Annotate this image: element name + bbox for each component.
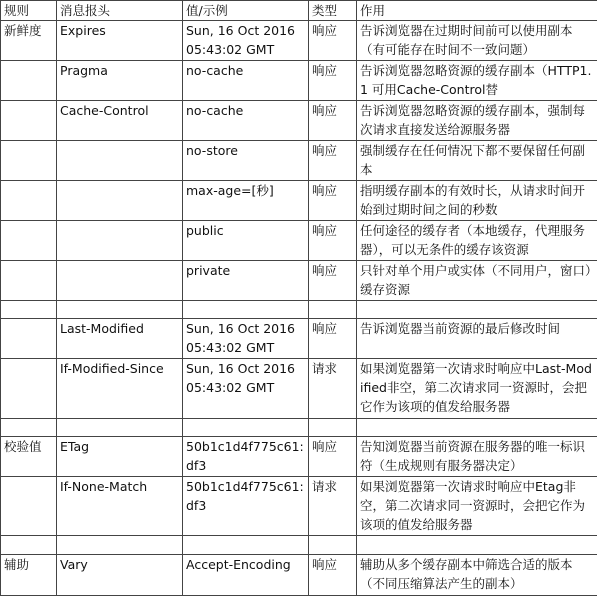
cell-use: 告知浏览器当前资源在服务器的唯一标识符（生成规则有服务器决定） <box>357 437 597 477</box>
cell-header: If-None-Match <box>57 477 183 536</box>
cell-rule <box>1 477 57 536</box>
cell-use: 辅助从多个缓存副本中筛选合适的版本（不同压缩算法产生的副本） <box>357 554 597 595</box>
cell-rule <box>1 60 57 100</box>
table-row <box>1 319 597 359</box>
cell-value: private <box>183 260 309 300</box>
table-row <box>1 21 597 61</box>
cell-value: no-store <box>183 140 309 180</box>
column-header-value: 值/示例 <box>183 1 309 21</box>
spacer-cell <box>357 418 597 436</box>
table-header-row <box>1 1 597 21</box>
cell-type: 响应 <box>309 180 357 220</box>
cell-rule: 校验值 <box>1 437 57 477</box>
cell-use: 任何途径的缓存者（本地缓存，代理服务器），可以无条件的缓存该资源 <box>357 220 597 260</box>
cell-use: 只针对单个用户或实体（不同用户，窗口）缓存资源 <box>357 260 597 300</box>
cell-value: no-cache <box>183 100 309 140</box>
table-row <box>1 180 597 220</box>
cell-use: 告诉浏览器忽略资源的缓存副本（HTTP1.1 可用Cache-Control替 <box>357 60 597 100</box>
table-row <box>1 100 597 140</box>
cell-header: Expires <box>57 21 183 61</box>
cell-header: Cache-Control <box>57 100 183 140</box>
cell-type: 响应 <box>309 220 357 260</box>
cell-value: Sun, 16 Oct 2016 05:43:02 GMT <box>183 21 309 61</box>
cell-type: 响应 <box>309 60 357 100</box>
cell-rule <box>1 220 57 260</box>
table-row <box>1 554 597 595</box>
cell-header: If-Modified-Since <box>57 359 183 418</box>
spacer-cell <box>183 418 309 436</box>
cell-rule <box>1 140 57 180</box>
column-header-message-header: 消息报头 <box>57 1 183 21</box>
spacer-cell <box>183 536 309 554</box>
spacer-cell <box>1 300 57 318</box>
cell-value: 50b1c1d4f775c61:df3 <box>183 437 309 477</box>
spacer-cell <box>357 300 597 318</box>
cell-type: 响应 <box>309 140 357 180</box>
cell-value: max-age=[秒] <box>183 180 309 220</box>
table-row <box>1 359 597 418</box>
cell-header <box>57 140 183 180</box>
spacer-cell <box>57 418 183 436</box>
cell-rule <box>1 319 57 359</box>
cell-value: no-cache <box>183 60 309 100</box>
cell-header: Vary <box>57 554 183 595</box>
cell-type: 请求 <box>309 359 357 418</box>
table-row <box>1 260 597 300</box>
cell-type: 响应 <box>309 260 357 300</box>
cell-header <box>57 220 183 260</box>
cell-type: 响应 <box>309 437 357 477</box>
cell-value: public <box>183 220 309 260</box>
cell-value: 50b1c1d4f775c61:df3 <box>183 477 309 536</box>
cell-rule <box>1 180 57 220</box>
cell-header <box>57 180 183 220</box>
cell-type: 响应 <box>309 319 357 359</box>
cell-rule: 新鲜度 <box>1 21 57 61</box>
spacer-cell <box>309 300 357 318</box>
spacer-cell <box>357 536 597 554</box>
column-header-rule: 规则 <box>1 1 57 21</box>
cell-use: 告诉浏览器当前资源的最后修改时间 <box>357 319 597 359</box>
cell-use: 如果浏览器第一次请求时响应中Etag非空，第二次请求同一资源时，会把它作为该项的值发给服务器 <box>357 477 597 536</box>
cell-value: Accept-Encoding <box>183 554 309 595</box>
cell-type: 响应 <box>309 554 357 595</box>
spacer-row <box>1 418 597 436</box>
spacer-cell <box>183 300 309 318</box>
spacer-cell <box>1 536 57 554</box>
cell-rule: 辅助 <box>1 554 57 595</box>
spacer-cell <box>1 418 57 436</box>
cell-rule <box>1 100 57 140</box>
cell-use: 如果浏览器第一次请求时响应中Last-Modified非空，第二次请求同一资源时，会把它作为该项的值发给服务器 <box>357 359 597 418</box>
table-row <box>1 437 597 477</box>
table-row <box>1 220 597 260</box>
spacer-cell <box>309 418 357 436</box>
cell-header <box>57 260 183 300</box>
cell-value: Sun, 16 Oct 2016 05:43:02 GMT <box>183 319 309 359</box>
cell-header: Last-Modified <box>57 319 183 359</box>
cell-type: 响应 <box>309 21 357 61</box>
spacer-cell <box>57 300 183 318</box>
spacer-row <box>1 300 597 318</box>
column-header-use: 作用 <box>357 1 597 21</box>
cell-use: 告诉浏览器忽略资源的缓存副本，强制每次请求直接发送给源服务器 <box>357 100 597 140</box>
cell-rule <box>1 359 57 418</box>
spacer-cell <box>309 536 357 554</box>
table-row <box>1 477 597 536</box>
table-row <box>1 60 597 100</box>
spacer-cell <box>57 536 183 554</box>
cell-header: Pragma <box>57 60 183 100</box>
cell-type: 请求 <box>309 477 357 536</box>
cell-value: Sun, 16 Oct 2016 05:43:02 GMT <box>183 359 309 418</box>
table-row <box>1 140 597 180</box>
cell-use: 强制缓存在任何情况下都不要保留任何副本 <box>357 140 597 180</box>
column-header-type: 类型 <box>309 1 357 21</box>
spacer-row <box>1 536 597 554</box>
cell-header: ETag <box>57 437 183 477</box>
cell-use: 指明缓存副本的有效时长，从请求时间开始到过期时间之间的秒数 <box>357 180 597 220</box>
cell-use: 告诉浏览器在过期时间前可以使用副本（有可能存在时间不一致问题） <box>357 21 597 61</box>
cell-type: 响应 <box>309 100 357 140</box>
cell-rule <box>1 260 57 300</box>
